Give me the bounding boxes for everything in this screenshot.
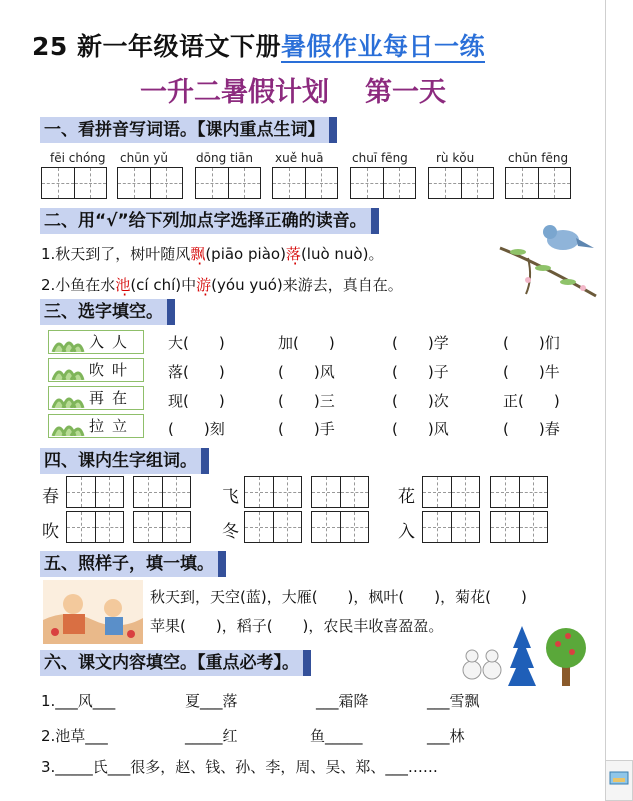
- question2-line2: 2.小鱼在水池(cí chí)中游(yóu yuó)来游去，真自在。: [41, 276, 403, 294]
- winter-trees-illustration: [458, 618, 590, 688]
- grass-icon: [51, 416, 85, 436]
- fill-6-1-1[interactable]: 1.___风___: [41, 692, 116, 710]
- fill-blank[interactable]: ( )风: [392, 420, 449, 438]
- sample-line2[interactable]: 苹果( )，稻子( )，农民丰收喜盈盈。: [150, 617, 444, 635]
- fill-blank[interactable]: 现( ): [168, 392, 225, 410]
- fill-blank[interactable]: 加( ): [278, 334, 335, 352]
- fill-6-2-4[interactable]: ___林: [427, 727, 465, 745]
- fill-blank[interactable]: ( )牛: [503, 363, 560, 381]
- dotted-char: 游: [196, 276, 212, 294]
- subtitle-plan: 一升二暑假计划: [140, 77, 329, 108]
- writing-grid[interactable]: [422, 476, 480, 508]
- fill-blank[interactable]: 大( ): [168, 334, 225, 352]
- choice-box: 拉立: [48, 414, 144, 438]
- fill-blank[interactable]: 正( ): [503, 392, 560, 410]
- fill-6-2-3[interactable]: 鱼_____: [310, 727, 363, 745]
- writing-grid[interactable]: [428, 167, 494, 199]
- pinyin-1: fēi chóng: [50, 151, 106, 165]
- pinyin-4: xuě huā: [275, 151, 324, 165]
- pinyin-choice[interactable]: (cí chí)中: [130, 276, 197, 294]
- writing-grid[interactable]: [117, 167, 183, 199]
- pinyin-choice[interactable]: (piāo piào): [205, 245, 286, 263]
- fill-6-1-4[interactable]: ___雪飘: [427, 692, 480, 710]
- writing-grid[interactable]: [490, 476, 548, 508]
- writing-grid[interactable]: [505, 167, 571, 199]
- bird-on-branch-illustration: [498, 218, 598, 300]
- grass-icon: [51, 332, 85, 352]
- pinyin-2: chūn yǔ: [120, 151, 168, 165]
- pinyin-3: dōng tiān: [196, 151, 253, 165]
- writing-grid[interactable]: [422, 511, 480, 543]
- writing-grid[interactable]: [490, 511, 548, 543]
- fill-6-1-2[interactable]: 夏___落: [185, 692, 238, 710]
- section1-heading: 一、看拼音写词语。【课内重点生词】: [40, 117, 329, 143]
- writing-grid[interactable]: [311, 476, 369, 508]
- fill-6-2-2[interactable]: _____红: [185, 727, 238, 745]
- char-fei: 飞: [222, 487, 239, 507]
- writing-grid[interactable]: [311, 511, 369, 543]
- pinyin-6: rù kǒu: [436, 151, 475, 165]
- title-highlight: 暑假作业每日一练: [281, 32, 486, 61]
- fill-blank[interactable]: ( )三: [278, 392, 335, 410]
- dotted-char: 池: [115, 276, 131, 294]
- pinyin-5: chuī fēng: [352, 151, 408, 165]
- writing-grid[interactable]: [244, 511, 302, 543]
- writing-grid[interactable]: [66, 511, 124, 543]
- thumbnail-icon: [607, 769, 631, 789]
- fill-blank[interactable]: ( )子: [392, 363, 449, 381]
- choice-box: 再在: [48, 386, 144, 410]
- page-title: [32, 27, 485, 63]
- writing-grid[interactable]: [133, 511, 191, 543]
- fill-blank[interactable]: ( )学: [392, 334, 449, 352]
- pinyin-7: chūn fēng: [508, 151, 569, 165]
- section6-heading: 六、课文内容填空。【重点必考】。: [40, 650, 303, 676]
- question2-line1: 1.秋天到了，树叶随风飘(piāo piào)落(luò nuò)。: [41, 245, 384, 263]
- pinyin-choice[interactable]: (luò nuò)。: [300, 245, 384, 263]
- writing-grid[interactable]: [66, 476, 124, 508]
- char-ru: 入: [398, 522, 415, 542]
- grass-icon: [51, 388, 85, 408]
- page-subtitle: [140, 70, 446, 109]
- pinyin-choice[interactable]: (yóu yuó)来游去，真自在。: [211, 276, 403, 294]
- char-dong: 冬: [222, 522, 239, 542]
- section2-heading: 二、用“√”给下列加点字选择正确的读音。: [40, 208, 371, 234]
- fill-blank[interactable]: ( )春: [503, 420, 560, 438]
- writing-grid[interactable]: [272, 167, 338, 199]
- harvest-illustration: [43, 580, 143, 644]
- fill-6-3[interactable]: 3._____氏___很多，赵、钱、孙、李，周、吴、郑、___……: [41, 758, 438, 776]
- section4-heading: 四、课内生字组词。: [40, 448, 201, 474]
- fill-blank[interactable]: ( )们: [503, 334, 560, 352]
- fill-6-1-3[interactable]: ___霜降: [316, 692, 369, 710]
- fill-6-2-1[interactable]: 2.池草___: [41, 727, 108, 745]
- fill-blank[interactable]: 落( ): [168, 363, 225, 381]
- section5-heading: 五、照样子，填一填。: [40, 551, 218, 577]
- title-prefix: 25 新一年级语文下册: [32, 32, 281, 61]
- writing-grid[interactable]: [350, 167, 416, 199]
- fill-blank[interactable]: ( )风: [278, 363, 335, 381]
- choice-box: 吹叶: [48, 358, 144, 382]
- fill-blank[interactable]: ( )手: [278, 420, 335, 438]
- section3-heading: 三、选字填空。: [40, 299, 167, 325]
- fill-blank[interactable]: ( )刻: [168, 420, 225, 438]
- char-hua: 花: [398, 487, 415, 507]
- writing-grid[interactable]: [244, 476, 302, 508]
- subtitle-day: 第一天: [365, 77, 446, 108]
- grass-icon: [51, 360, 85, 380]
- char-chun: 春: [42, 487, 59, 507]
- viewer-side-thumbnail[interactable]: [605, 760, 633, 801]
- writing-grid[interactable]: [195, 167, 261, 199]
- choice-box: 入人: [48, 330, 144, 354]
- fill-blank[interactable]: ( )次: [392, 392, 449, 410]
- char-chui: 吹: [42, 522, 59, 542]
- writing-grid[interactable]: [41, 167, 107, 199]
- sample-line1[interactable]: 秋天到，天空(蓝)，大雁( )，枫叶( )，菊花( ): [150, 588, 527, 606]
- dotted-char: 飘: [190, 245, 206, 263]
- writing-grid[interactable]: [133, 476, 191, 508]
- dotted-char: 落: [285, 245, 301, 263]
